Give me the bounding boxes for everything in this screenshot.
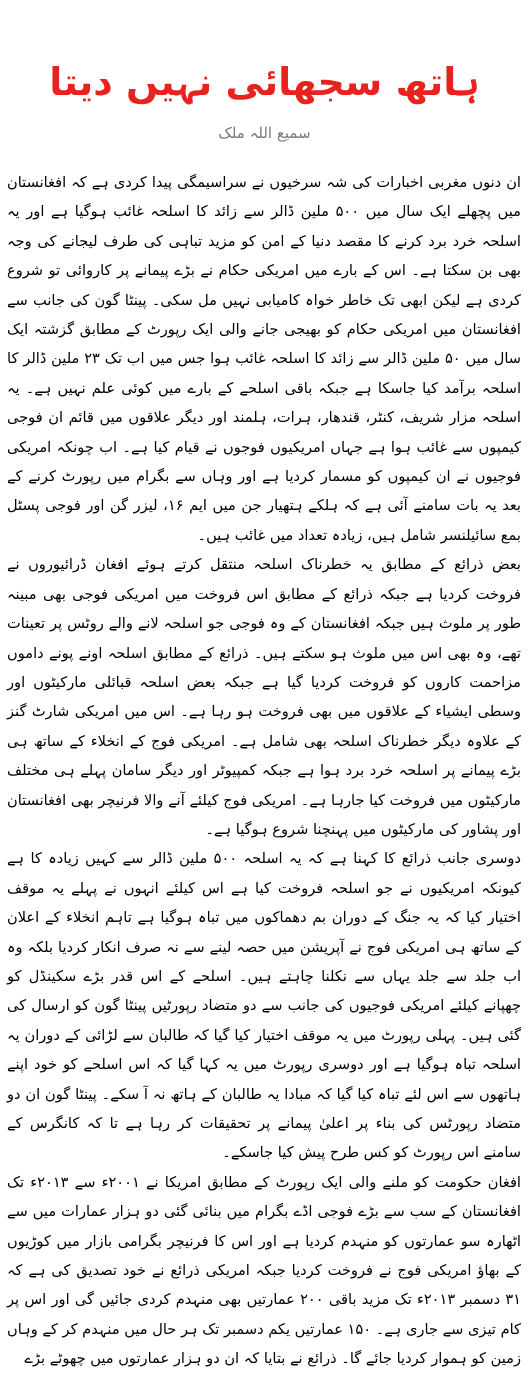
article-paragraph-2: بعض ذرائع کے مطابق یہ خطرناک اسلحہ منتقل کرتے ہوئے افغان ڈرائیوروں نے فروخت کردیا ہے جبکہ ذرائع کے مطابق اس فروخت میں امریکی فوجی بھی مبینہ طور پر ملوث ہیں جبکہ افغانستان کے وہ فوجی جو اسلحہ لانے والے روٹس پر تعینات تھے، وہ بھی اس میں ملوث ہو سکتے ہیں۔ ذرائع کے مطابق اسلحہ اونے پونے داموں مزاحمت کاروں کو فروخت کردیا گیا ہے جبکہ بعض اسلحہ قبائلی مارکیٹوں اور وسطی ایشیاء کے علاقوں میں بھی فروخت ہو رہا ہے۔ اس میں امریکی شارٹ گنز کے علاوہ دیگر خطرناک اسلحہ بھی شامل ہے۔ امریکی فوج کے انخلاء کے ساتھ ہی بڑے پیمانے پر اسلحہ خرد برد ہوا ہے جبکہ کمپیوٹر اور دیگر سامان پہلے ہی مختلف مارکیٹوں میں فروخت کیا جارہا ہے۔ امریکی فوج کیلئے آنے والا فرنیچر بھی افغانستان اور پشاور کی مارکیٹوں میں پہنچنا شروع ہوگیا ہے۔ [7, 556, 521, 838]
article-title: ہاتھ سجھائی نہیں دیتا [49, 60, 480, 104]
author-byline: سمیع اللہ ملک [218, 124, 311, 142]
article-body [7, 168, 521, 1374]
article-paragraph-3: دوسری جانب ذرائع کا کہنا ہے کہ یہ اسلحہ ۵۰۰ ملین ڈالر سے کہیں زیادہ کا ہے کیونکہ امریکیوں نے جو اسلحہ فروخت کیا ہے اس کیلئے انہوں نے پہلے یہ موقف اختیار کیا کہ یہ جنگ کے دوران بم دھماکوں میں تباہ ہوگیا ہے تاہم انخلاء کے اعلان کے ساتھ ہی امریکی فوج نے آپریشن میں حصہ لینے سے نہ صرف انکار کردیا بلکہ وہ اب جلد سے جلد یہاں سے نکلنا چاہتے ہیں۔ اسلحے کے اس قدر بڑے سکینڈل کو چھپانے کیلئے امریکی فوجیوں کی جانب سے دو متضاد رپورٹیں پینٹا گون کو ارسال کی گئی ہیں۔ پہلی رپورٹ میں یہ موقف اختیار کیا گیا کہ طالبان سے لڑائی کے دوران یہ اسلحہ تباہ ہوگیا ہے اور دوسری رپورٹ میں یہ کہا گیا کہ اس اسلحے کو خود اپنے ہاتھوں سے اس لئے تباہ کیا گیا کہ مبادا یہ طالبان کے ہاتھ نہ آ سکے۔ پینٹا گون ان دو متضاد رپورٹس کی بناء پر اعلیٰ پیمانے پر تحقیقات کر رہا ہے تا کہ کانگرس کے سامنے اس رپورٹ کو کس طرح پیش کیا جاسکے۔ [7, 850, 521, 1162]
article-paragraph-4: افغان حکومت کو ملنے والی ایک رپورٹ کے مطابق امریکا نے ۲۰۰۱ء سے ۲۰۱۳ء تک افغانستان کے سب سے بڑے فوجی اڈے بگرام میں بنائی گئی دو ہزار عمارات میں سے اٹھارہ سو عمارتوں کو منہدم کردیا ہے اور اس کا فرنیچر بگرامی بازار میں کوڑیوں کے بھاؤ امریکی فوج نے فروخت کردیا جبکہ امریکی ذرائع نے خود تصدیق کی ہے کہ ۳۱ دسمبر ۲۰۱۳ء تک مزید باقی ۲۰۰ عمارتیں بھی منہدم کردی جائیں گی اور اس پر کام تیزی سے جاری ہے۔ ۱۵۰ عمارتیں یکم دسمبر تک ہر حال میں منہدم کر کے وہاں زمین کو ہموار کردیا جائے گا۔ ذرائع نے بتایا کہ ان دو ہزار عمارتوں میں چھوٹے بڑے [6, 1173, 522, 1368]
article-paragraph-1: ان دنوں مغربی اخبارات کی شہ سرخیوں نے سراسیمگی پیدا کردی ہے کہ افغانستان میں پچھلے ایک سال میں ۵۰۰ ملین ڈالر سے زائد کا اسلحہ غائب ہوگیا ہے اور یہ اسلحہ خرد برد کرنے کا مقصد دنیا کے امن کو مزید تباہی کی طرف لیجانے کی وجہ بھی بن سکتا ہے۔ اس کے بارے میں امریکی حکام نے بڑے پیمانے پر کاروائی تو شروع کردی ہے لیکن ابھی تک خاطر خواہ کامیابی نہیں مل سکی۔ پینٹا گون کی جانب سے افغانستان میں امریکی حکام کو بھیجی جانے والی ایک رپورٹ کے مطابق گزشتہ ایک سال میں ۵۰ ملین ڈالر سے زائد کا اسلحہ غائب ہوا جس میں اب تک ۲۳ ملین ڈالر کا اسلحہ برآمد کیا جاسکا ہے جبکہ باقی اسلحے کے بارے میں کوئی علم نہیں ہے۔ یہ اسلحہ مزار شریف، کنٹر، قندھار، ہرات، ہلمند اور دیگر علاقوں میں قائم ان فوجی کیمپوں سے غائب ہوا ہے جہاں امریکیوں فوجوں نے قیام کیا ہے۔ اب چونکہ امریکی فوجیوں نے ان کیمپوں کو مسمار کردیا ہے اور وہاں سے بگرام میں رپورٹ کرنے کے بعد یہ بات سامنے آئی ہے کہ ہلکے ہتھیار جن میں ایم ۱۶، لیزر گن اور فوجی پسٹل بمع سائیلنسر شامل ہیں، زیادہ تعداد میں غائب ہیں۔ [7, 174, 521, 544]
